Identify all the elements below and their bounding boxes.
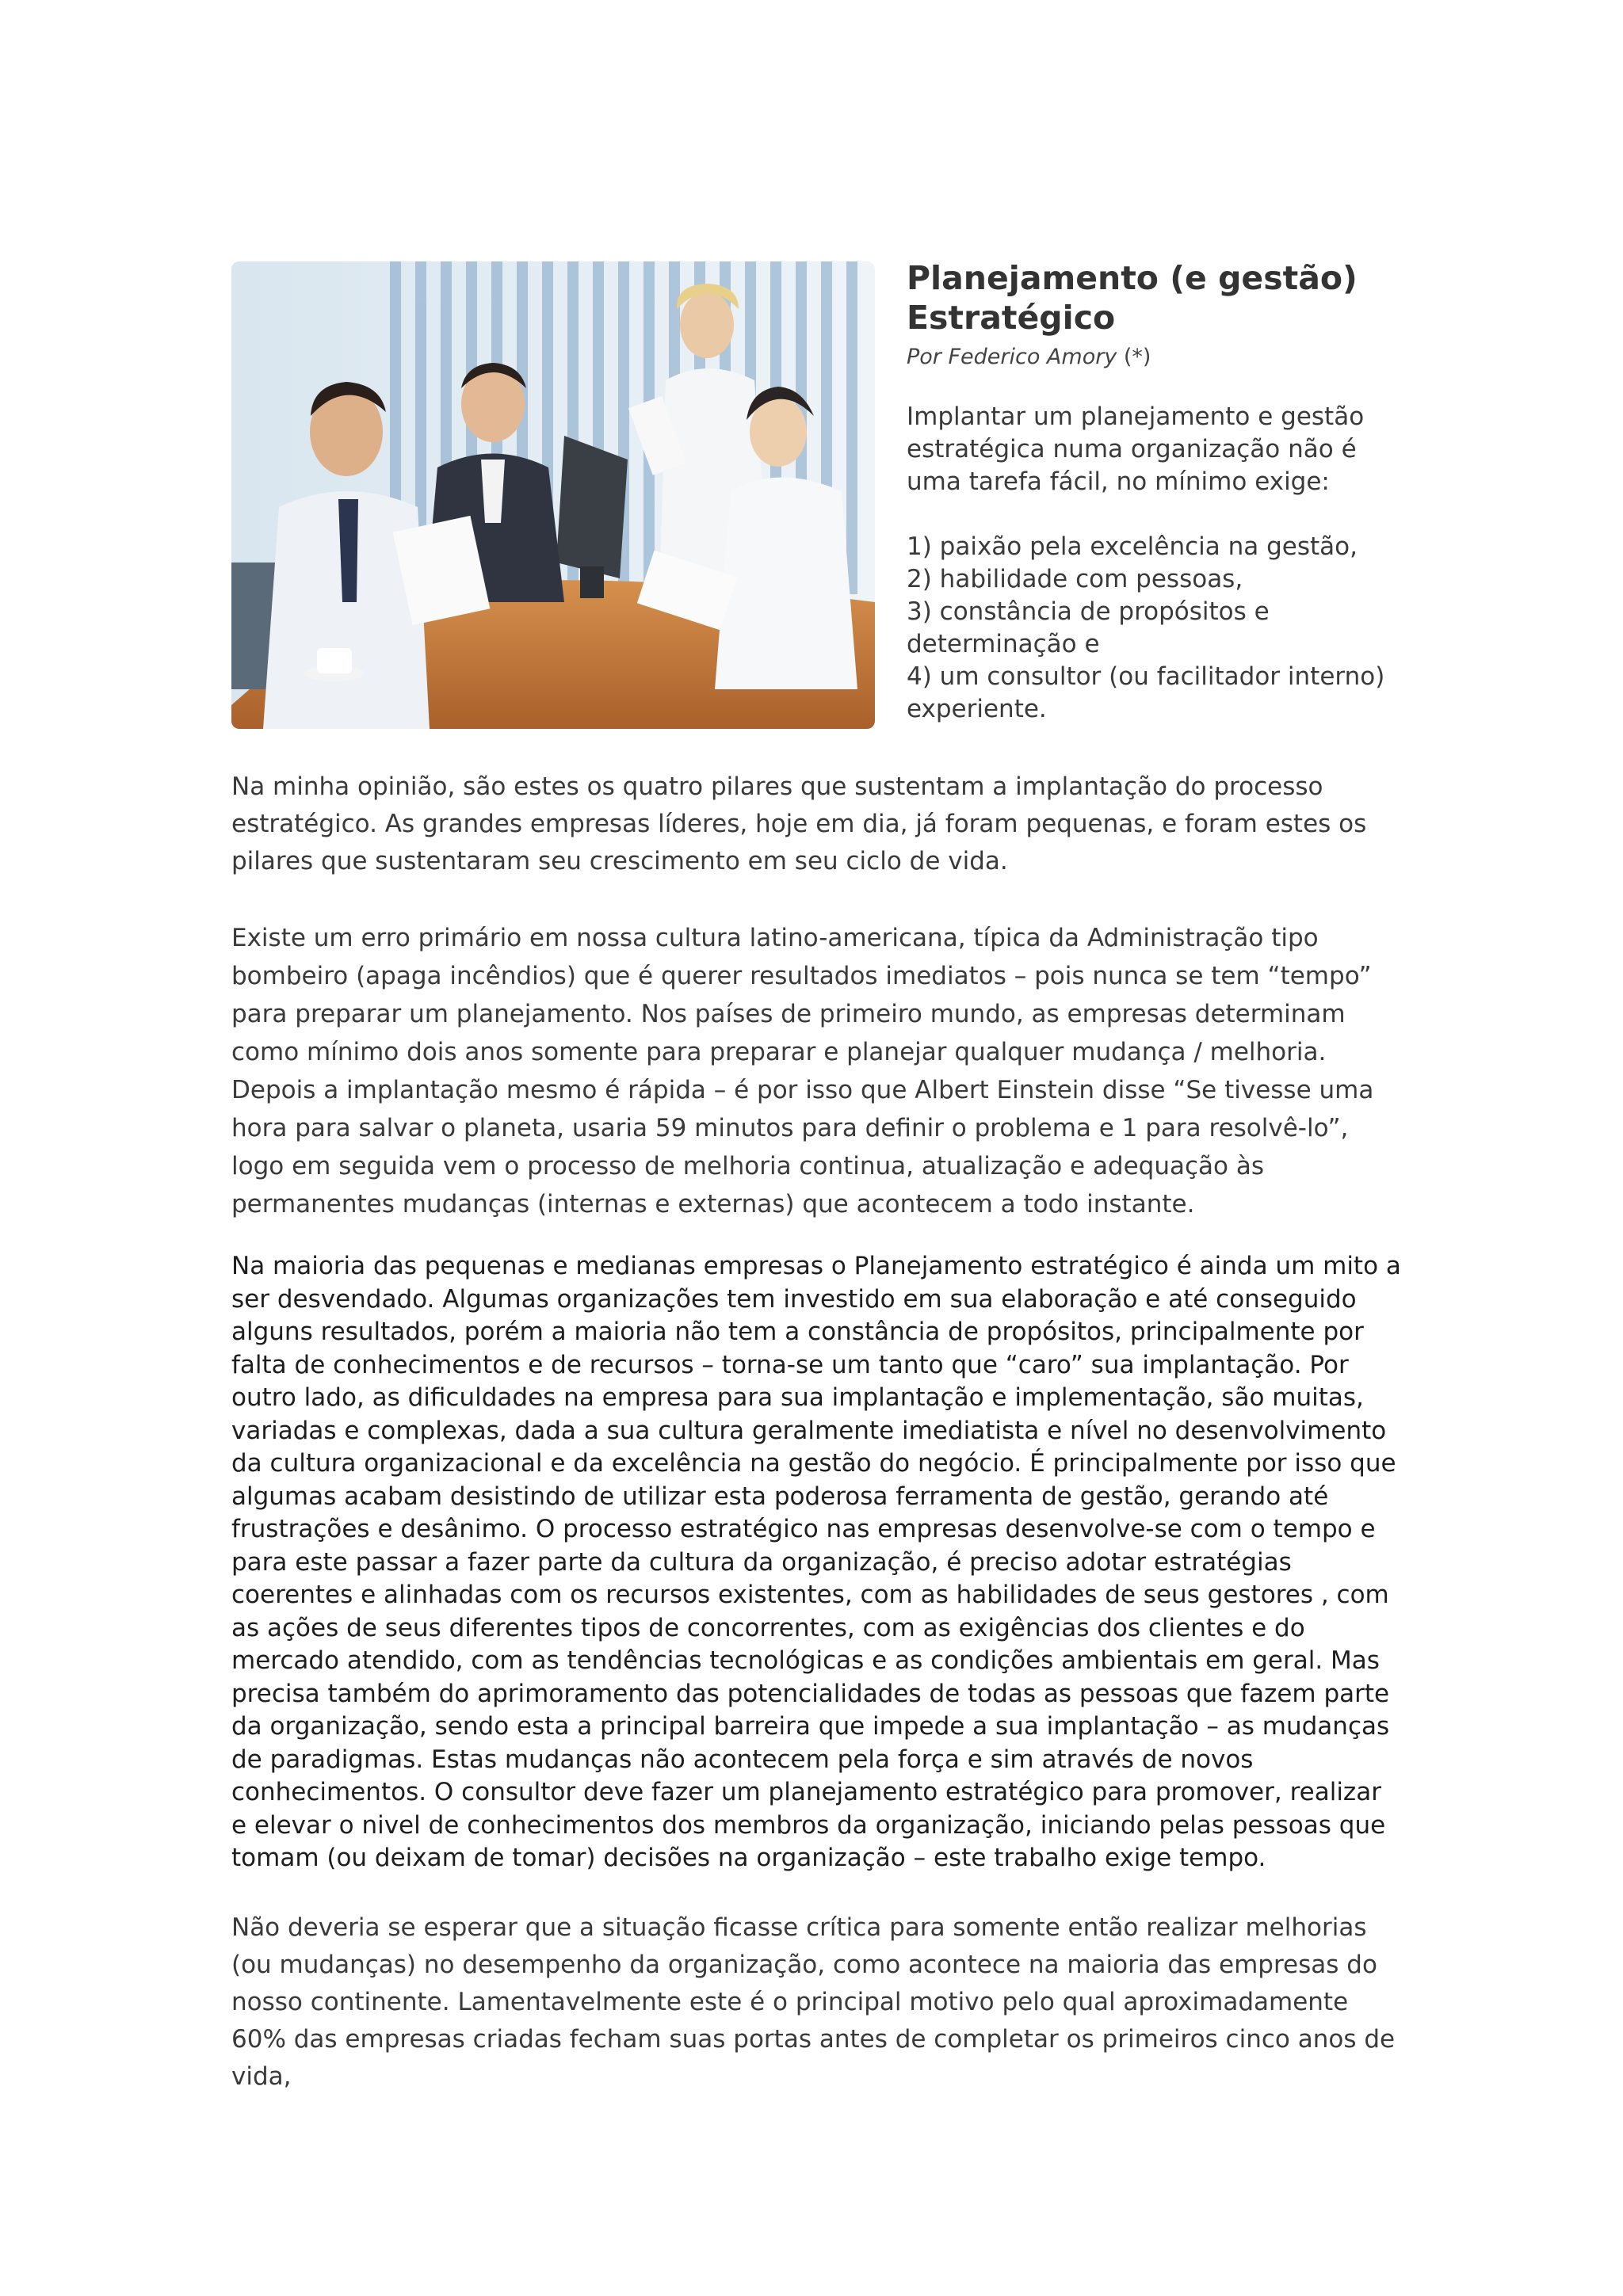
- author-name: Por Federico Amory: [907, 345, 1117, 369]
- body-paragraph: Existe um erro primário em nossa cultura latino-americana, típica da Administração tipo bombeiro (apaga incêndios) que é querer resultados imediatos – pois nunca se tem “tempo” para preparar um planejamento. Nos países de primeiro mundo, as empresas determinam como mínimo dois anos somente para preparar e planejar qualquer mudança / melhoria. Depois a implantação mesmo é rápida – é por isso que Albert Einstein disse “Se tivesse uma hora para salvar o planeta, usaria 59 minutos para definir o problema e 1 para resolvê-lo”, logo em seguida vem o processo de melhoria continua, atualização e adequação às permanentes mudanças (internas e externas) que acontecem a todo instante.: [231, 924, 1374, 1219]
- author-footnote-mark: (*): [1123, 345, 1151, 369]
- body-paragraph: Na minha opinião, são estes os quatro pilares que sustentam a implantação do processo estratégico. As grandes empresas líderes, hoje em dia, já foram pequenas, e foram estes os pilares que sustentaram seu crescimento em seu ciclo de vida.: [231, 772, 1367, 875]
- requirement-item: 2) habilidade com pessoas,: [907, 565, 1243, 593]
- intro-text: Implantar um planejamento e gestão estratégica numa organização não é uma tarefa fácil, no mínimo exige:: [907, 402, 1365, 496]
- body-paragraph: Na maioria das pequenas e medianas empresas o Planejamento estratégico é ainda um mito a ser desvendado. Algumas organizações tem investido em sua elaboração e até conseguido alguns resultados, porém a maioria não tem a constância de propósitos, principalmente por falta de conhecimentos e de recursos – torna-se um tanto que “caro” sua implantação. Por outro lado, as dificuldades na empresa para sua implantação e implementação, são muitas, variadas e complexas, dada a sua cultura geralmente imediatista e nível no desenvolvimento da cultura organizacional e da excelência na gestão do negócio. É principalmente por isso que algumas acabam desistindo de utilizar esta poderosa ferramenta de gestão, gerando até frustrações e desânimo. O processo estratégico nas empresas desenvolve-se com o tempo e para este passar a fazer parte da cultura da organização, é preciso adotar estratégias coerentes e alinhadas com os recursos existentes, com as habilidades de seus gestores , com as ações de seus diferentes tipos de concorrentes, com as exigências dos clientes e do mercado atendido, com as tendências tecnológicas e as condições ambientais em geral. Mas precisa também do aprimoramento das potencialidades de todas as pessoas que fazem parte da organização, sendo esta a principal barreira que impede a sua implantação – as mudanças de paradigmas. Estas mudanças não acontecem pela força e sim através de novos conhecimentos. O consultor deve fazer um planejamento estratégico para promover, realizar e elevar o nivel de conhecimentos dos membros da organização, iniciando pelas pessoas que tomam (ou deixam de tomar) decisões na organização – este trabalho exige tempo.: [231, 1252, 1401, 1872]
- requirement-item: 4) um consultor (ou facilitador interno) experiente.: [907, 662, 1385, 723]
- requirement-item: 3) constância de propósitos e determinação e: [907, 597, 1270, 658]
- business-meeting-photo: [231, 261, 875, 729]
- intro-block: [907, 401, 1398, 726]
- body-paragraph: Não deveria se esperar que a situação ficasse crítica para somente então realizar melhorias (ou mudanças) no desempenho da organização, como acontece na maioria das empresas do nosso continente. Lamentavelmente este é o principal motivo pelo qual aproximadamente 60% das empresas criadas fecham suas portas antes de completar os primeiros cinco anos de vida,: [231, 1913, 1396, 2091]
- requirements-list: [907, 531, 1398, 726]
- article-title: [907, 258, 1398, 338]
- article-title-line-2: Estratégico: [907, 299, 1116, 337]
- requirement-item: 1) paixão pela excelência na gestão,: [907, 532, 1358, 561]
- article-title-line-1: Planejamento (e gestão): [907, 259, 1358, 297]
- article-byline: [907, 342, 1398, 372]
- article-header: [907, 258, 1398, 726]
